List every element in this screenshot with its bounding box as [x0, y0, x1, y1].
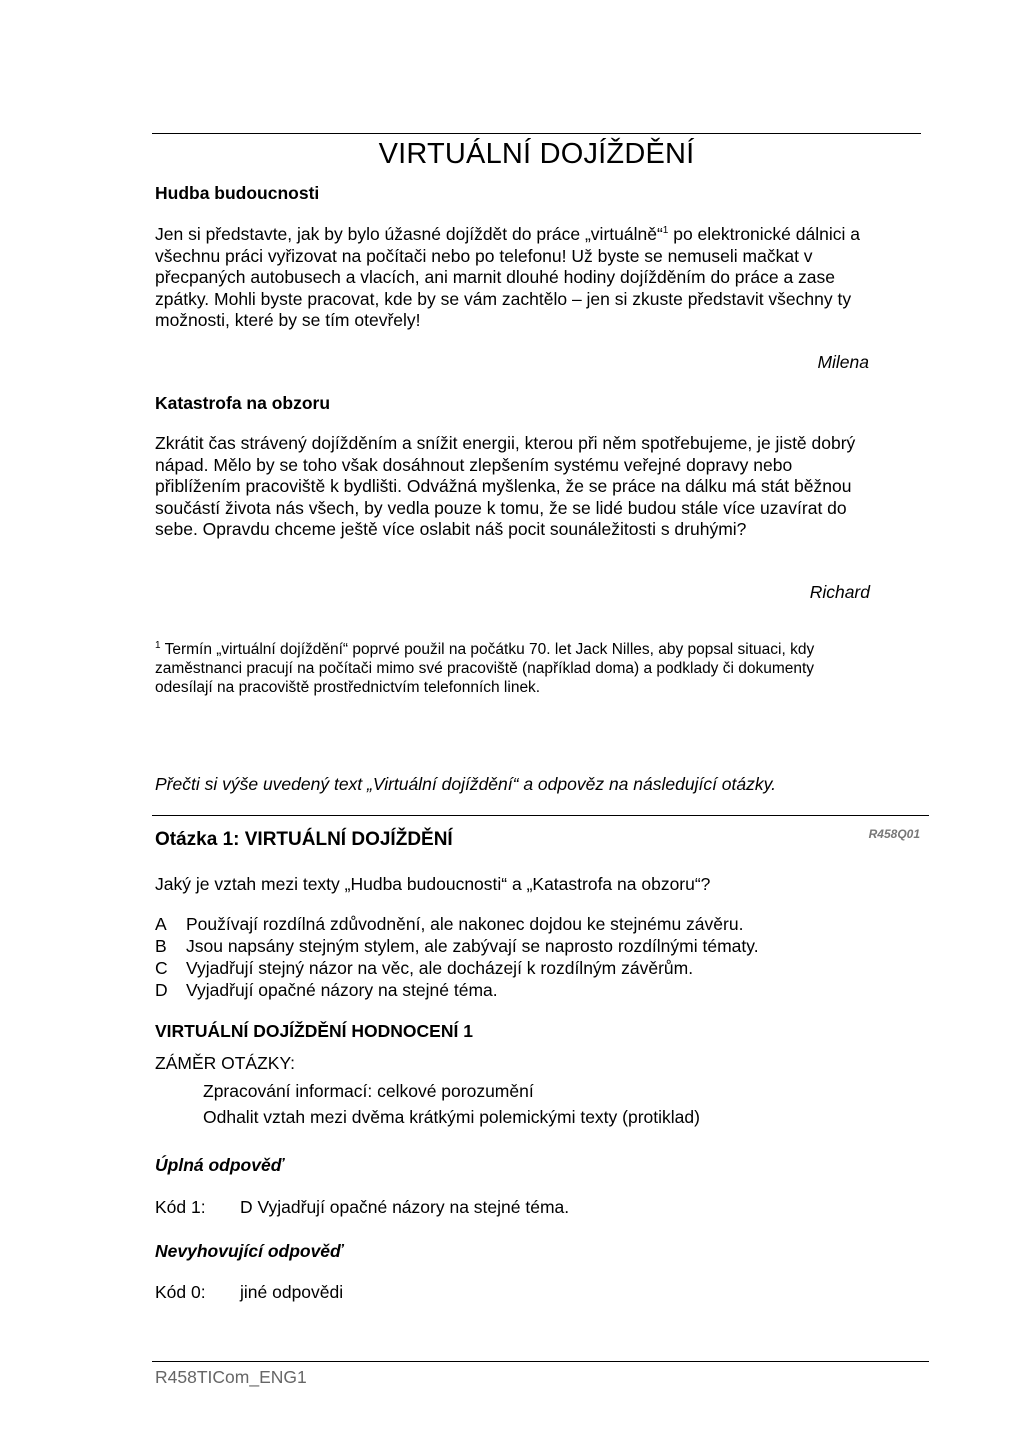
option-letter: C	[155, 958, 168, 978]
footer-id: R458TICom_ENG1	[155, 1367, 307, 1387]
full-answer-row	[155, 1197, 569, 1218]
option-b	[155, 935, 895, 957]
option-letter: A	[155, 914, 167, 934]
question-prompt: Jaký je vztah mezi texty „Hudba budoucnosti“ a „Katastrofa na obzoru“?	[155, 874, 711, 894]
section-heading-katastrofa: Katastrofa na obzoru	[155, 393, 331, 413]
insufficient-answer-code: Kód 0:	[155, 1282, 206, 1302]
footnote-ref: 1	[662, 225, 669, 237]
insufficient-answer-row	[155, 1282, 343, 1303]
full-answer-code: Kód 1:	[155, 1197, 206, 1217]
full-answer-text: D Vyjadřují opačné názory na stejné téma.	[240, 1197, 570, 1217]
insufficient-answer-label: Nevyhovující odpověď	[155, 1241, 343, 1261]
footnote-text: Termín „virtuální dojíždění“ poprvé použil na počátku 70. let Jack Nilles, aby popsal situaci, kdy zaměstnanci pracují na počítači mimo své pracoviště (například doma) a podklady či dokumenty odesílají na pracoviště prostřednictvím telefonních linek.	[155, 641, 815, 696]
page-title: VIRTUÁLNÍ DOJÍŽDĚNÍ	[378, 138, 695, 170]
question-rule	[152, 815, 929, 816]
intent-line-1: Zpracování informací: celkové porozumění	[203, 1081, 534, 1101]
option-letter: B	[155, 936, 167, 956]
insufficient-answer-text: jiné odpovědi	[240, 1282, 344, 1302]
footer-rule	[152, 1361, 929, 1362]
option-text: Používají rozdílná zdůvodnění, ale nakonec dojdou ke stejnému závěru.	[186, 914, 744, 934]
question-title: Otázka 1: VIRTUÁLNÍ DOJÍŽDĚNÍ	[155, 829, 453, 850]
option-a	[155, 913, 895, 935]
section-body-hudba-part1: Jen si představte, jak by bylo úžasné dojíždět do práce „virtuálně“	[155, 224, 663, 244]
author-milena: Milena	[817, 352, 869, 372]
footnote	[155, 640, 867, 697]
section-body-hudba	[155, 224, 875, 332]
footnote-marker: 1	[155, 639, 161, 651]
top-rule	[152, 133, 921, 134]
option-d	[155, 979, 895, 1001]
options-list	[155, 913, 895, 1001]
option-text: Vyjadřují opačné názory na stejné téma.	[186, 980, 498, 1000]
instruction: Přečti si výše uvedený text „Virtuální dojíždění“ a odpověz na následující otázky.	[155, 774, 776, 794]
section-heading-hudba: Hudba budoucnosti	[155, 183, 320, 203]
option-text: Jsou napsány stejným stylem, ale zabývají se naprosto rozdílnými tématy.	[186, 936, 759, 956]
intent-line-2: Odhalit vztah mezi dvěma krátkými polemickými texty (protiklad)	[203, 1107, 700, 1127]
option-letter: D	[155, 980, 168, 1000]
author-richard: Richard	[809, 582, 870, 602]
intent-label: ZÁMĚR OTÁZKY:	[155, 1053, 296, 1073]
full-answer-label: Úplná odpověď	[155, 1155, 284, 1175]
question-code: R458Q01	[868, 827, 920, 841]
scoring-title: VIRTUÁLNÍ DOJÍŽDĚNÍ HODNOCENÍ 1	[155, 1021, 473, 1041]
option-text: Vyjadřují stejný názor na věc, ale docházejí k rozdílným závěrům.	[186, 958, 694, 978]
section-body-katastrofa: Zkrátit čas strávený dojížděním a snížit energii, kterou při něm spotřebujeme, je jistě dobrý nápad. Mělo by se toho však dosáhnout zlepšením systému veřejné dopravy nebo přiblížením pracoviště k bydlišti. Odvážná myšlenka, že se práce na dálku má stát běžnou součástí života nás všech, by vedla pouze k tomu, že se lidé budou stále více uzavírat do sebe. Opravdu chceme ještě více oslabit náš pocit sounáležitosti s druhými?	[155, 433, 856, 539]
option-c	[155, 957, 895, 979]
section-body-hudba-part2: po elektronické dálnici a všechnu práci vyřizovat na počítači nebo po telefonu! Už byste se nemuseli mačkat v přecpaných autobusech a vlacích, ani marnit dlouhé hodiny dojížděním do práce a zase zpátky. Mohli byste pracovat, kde by se vám zachtělo – jen si zkuste představit všechny ty možnosti, které by se tím otevřely!	[155, 224, 860, 330]
